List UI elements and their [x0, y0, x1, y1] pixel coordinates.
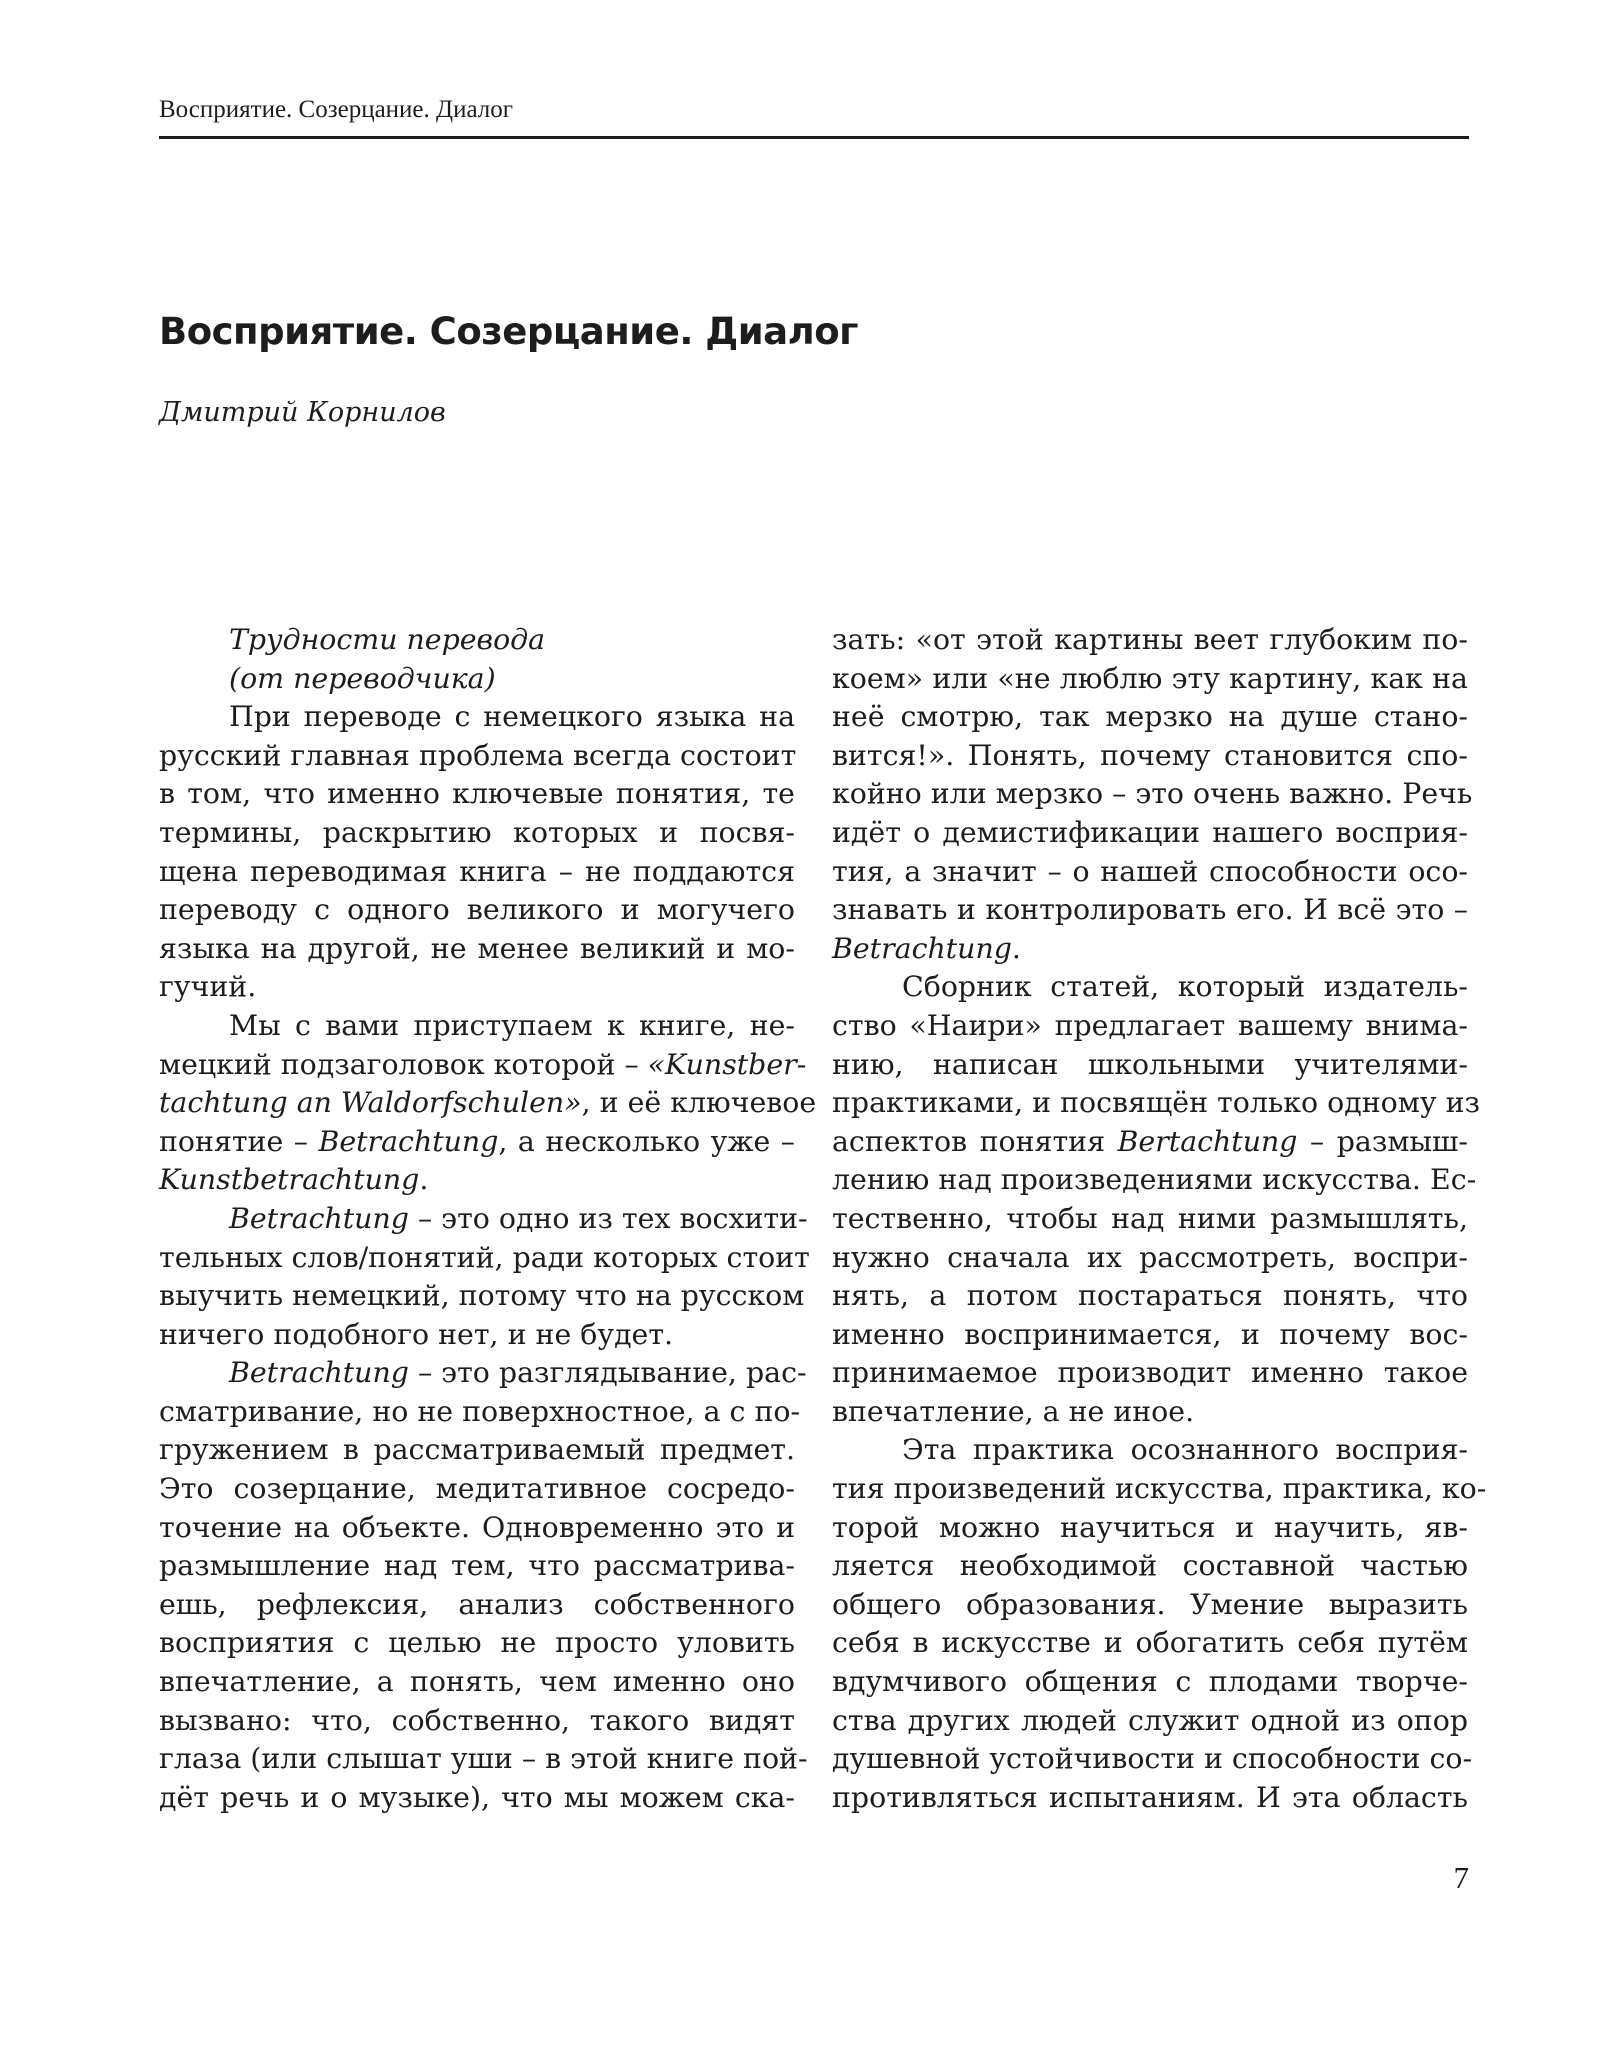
text-run: , и её ключевое [581, 1086, 817, 1120]
italic-term: Betrachtung [318, 1124, 499, 1158]
text-line: ляется необходимой составной частью [832, 1549, 1468, 1583]
subheading-line-2: (от переводчика) [229, 661, 496, 695]
text-run: аспектов понятия [832, 1124, 1118, 1158]
text-line: душевной устойчивости и способности со- [832, 1742, 1473, 1776]
text-line: точение на объекте. Одновременно это и [159, 1510, 795, 1544]
text-run: – размыш- [1297, 1124, 1468, 1158]
text-line: термины, раскрытию которых и посвя- [159, 815, 795, 849]
text-line: знавать и контролировать его. И всё это – [832, 893, 1468, 927]
text-line: глаза (или слышат уши – в этой книге пой- [159, 1742, 808, 1776]
text-line: неё смотрю, так мерзко на душе стано- [832, 700, 1468, 734]
text-line: вызвано: что, собственно, такого видят [159, 1703, 795, 1737]
text-line [159, 1161, 795, 1200]
text-line: вится!». Понять, почему становится спо- [832, 738, 1468, 772]
text-line: Эта практика осознанного восприя- [902, 1433, 1468, 1467]
text-line: переводу с одного великого и могучего [159, 893, 795, 927]
text-line: дёт речь и о музыке), что мы можем ска- [159, 1780, 795, 1814]
subheading-line-1: Трудности перевода [229, 623, 546, 656]
text-run: мецкий подзаголовок которой – [159, 1047, 648, 1081]
text-run: . [1011, 931, 1021, 965]
right-column [832, 621, 1487, 1817]
left-column [159, 621, 817, 1817]
text-line: торой можно научиться и научить, яв- [832, 1510, 1468, 1544]
text-line: При переводе с немецкого языка на [229, 700, 795, 734]
text-line: койно или мерзко – это очень важно. Речь [832, 777, 1473, 811]
text-line: щена переводимая книга – не поддаются [159, 854, 795, 888]
text-line: сматривание, но не поверхностное, а с по- [159, 1394, 801, 1428]
author-name: Дмитрий Корнилов [159, 397, 446, 428]
text-line [832, 930, 1468, 969]
italic-term: «Kunstber- [647, 1047, 807, 1081]
text-line: лению над произведениями искусства. Ес- [832, 1163, 1477, 1197]
text-line: гружением в рассматриваемый предмет. [159, 1433, 795, 1467]
text-line: коем» или «не люблю эту картину, как на [832, 661, 1468, 695]
header-rule [159, 136, 1469, 139]
page-number: 7 [1453, 1860, 1469, 1895]
text-line: ничего подобного нет, и не будет. [159, 1317, 674, 1351]
text-run: понятие – [159, 1124, 319, 1158]
text-line: тельных слов/понятий, ради которых стоит [159, 1240, 810, 1274]
text-line: тия, а значит – о нашей способности осо- [832, 854, 1468, 888]
text-line: Мы с вами приступаем к книге, не- [229, 1008, 795, 1042]
text-line: ешь, рефлексия, анализ собственного [159, 1587, 795, 1621]
text-line: нию, написан школьными учителями- [832, 1047, 1468, 1081]
text-line: впечатление, а понять, чем именно оно [159, 1665, 795, 1699]
text-run: – это одно из тех восхити- [408, 1201, 808, 1235]
text-line: ства других людей служит одной из опор [832, 1703, 1468, 1737]
text-line: принимаемое производит именно такое [832, 1356, 1468, 1390]
text-line: зать: «от этой картины веет глубоким по- [832, 623, 1468, 656]
text-line: языка на другой, не менее великий и мо- [159, 931, 795, 965]
text-line: нужно сначала их рассмотреть, воспри- [832, 1240, 1468, 1274]
text-line: размышление над тем, что рассматрива- [159, 1549, 795, 1583]
text-line: тия произведений искусства, практика, ко- [832, 1472, 1487, 1506]
text-line: выучить немецкий, потому что на русском [159, 1279, 805, 1313]
text-line: вдумчивого общения с плодами творче- [832, 1665, 1468, 1699]
text-line [159, 1046, 807, 1085]
text-line: впечатление, а не иное. [832, 1394, 1195, 1428]
text-line: русский главная проблема всегда состоит [159, 738, 797, 772]
italic-term: Bertachtung [1117, 1124, 1298, 1158]
italic-term: Betrachtung [229, 1201, 409, 1235]
italic-term: tachtung an Waldorfschulen» [159, 1086, 582, 1120]
text-line [159, 1123, 795, 1162]
article-title: Восприятие. Созерцание. Диалог [159, 310, 858, 353]
text-line: общего образования. Умение выразить [832, 1587, 1468, 1621]
text-run: , а несколько уже – [498, 1124, 795, 1158]
italic-term: Kunstbetrachtung [159, 1163, 420, 1197]
text-line: гучий. [159, 970, 257, 1004]
text-line: себя в искусстве и обогатить себя путём [832, 1626, 1468, 1660]
text-line: идёт о демистификации нашего восприя- [832, 815, 1468, 849]
text-line: восприятия с целью не просто уловить [159, 1626, 795, 1660]
italic-term: Betrachtung [229, 1356, 409, 1390]
text-line: именно воспринимается, и почему вос- [832, 1317, 1468, 1351]
text-run: – это разглядывание, рас- [408, 1356, 807, 1390]
text-line: нять, а потом постараться понять, что [832, 1279, 1468, 1313]
text-line: Сборник статей, который издатель- [902, 970, 1468, 1004]
text-line: в том, что именно ключевые понятия, те [159, 777, 795, 811]
text-line: тественно, чтобы над ними размышлять, [832, 1201, 1468, 1235]
text-line: Это созерцание, медитативное сосредо- [159, 1472, 795, 1506]
text-line [159, 1084, 817, 1123]
text-line [159, 1200, 808, 1239]
italic-term: Betrachtung [832, 931, 1012, 965]
text-line: практиками, и посвящён только одному из [832, 1086, 1480, 1120]
text-line: противляться испытаниям. И эта область [832, 1780, 1468, 1814]
text-line [159, 1354, 807, 1393]
running-head: Восприятие. Созерцание. Диалог [159, 96, 514, 123]
text-run: . [419, 1163, 429, 1197]
text-line [832, 1123, 1468, 1162]
text-line: ство «Наири» предлагает вашему внима- [832, 1008, 1468, 1042]
